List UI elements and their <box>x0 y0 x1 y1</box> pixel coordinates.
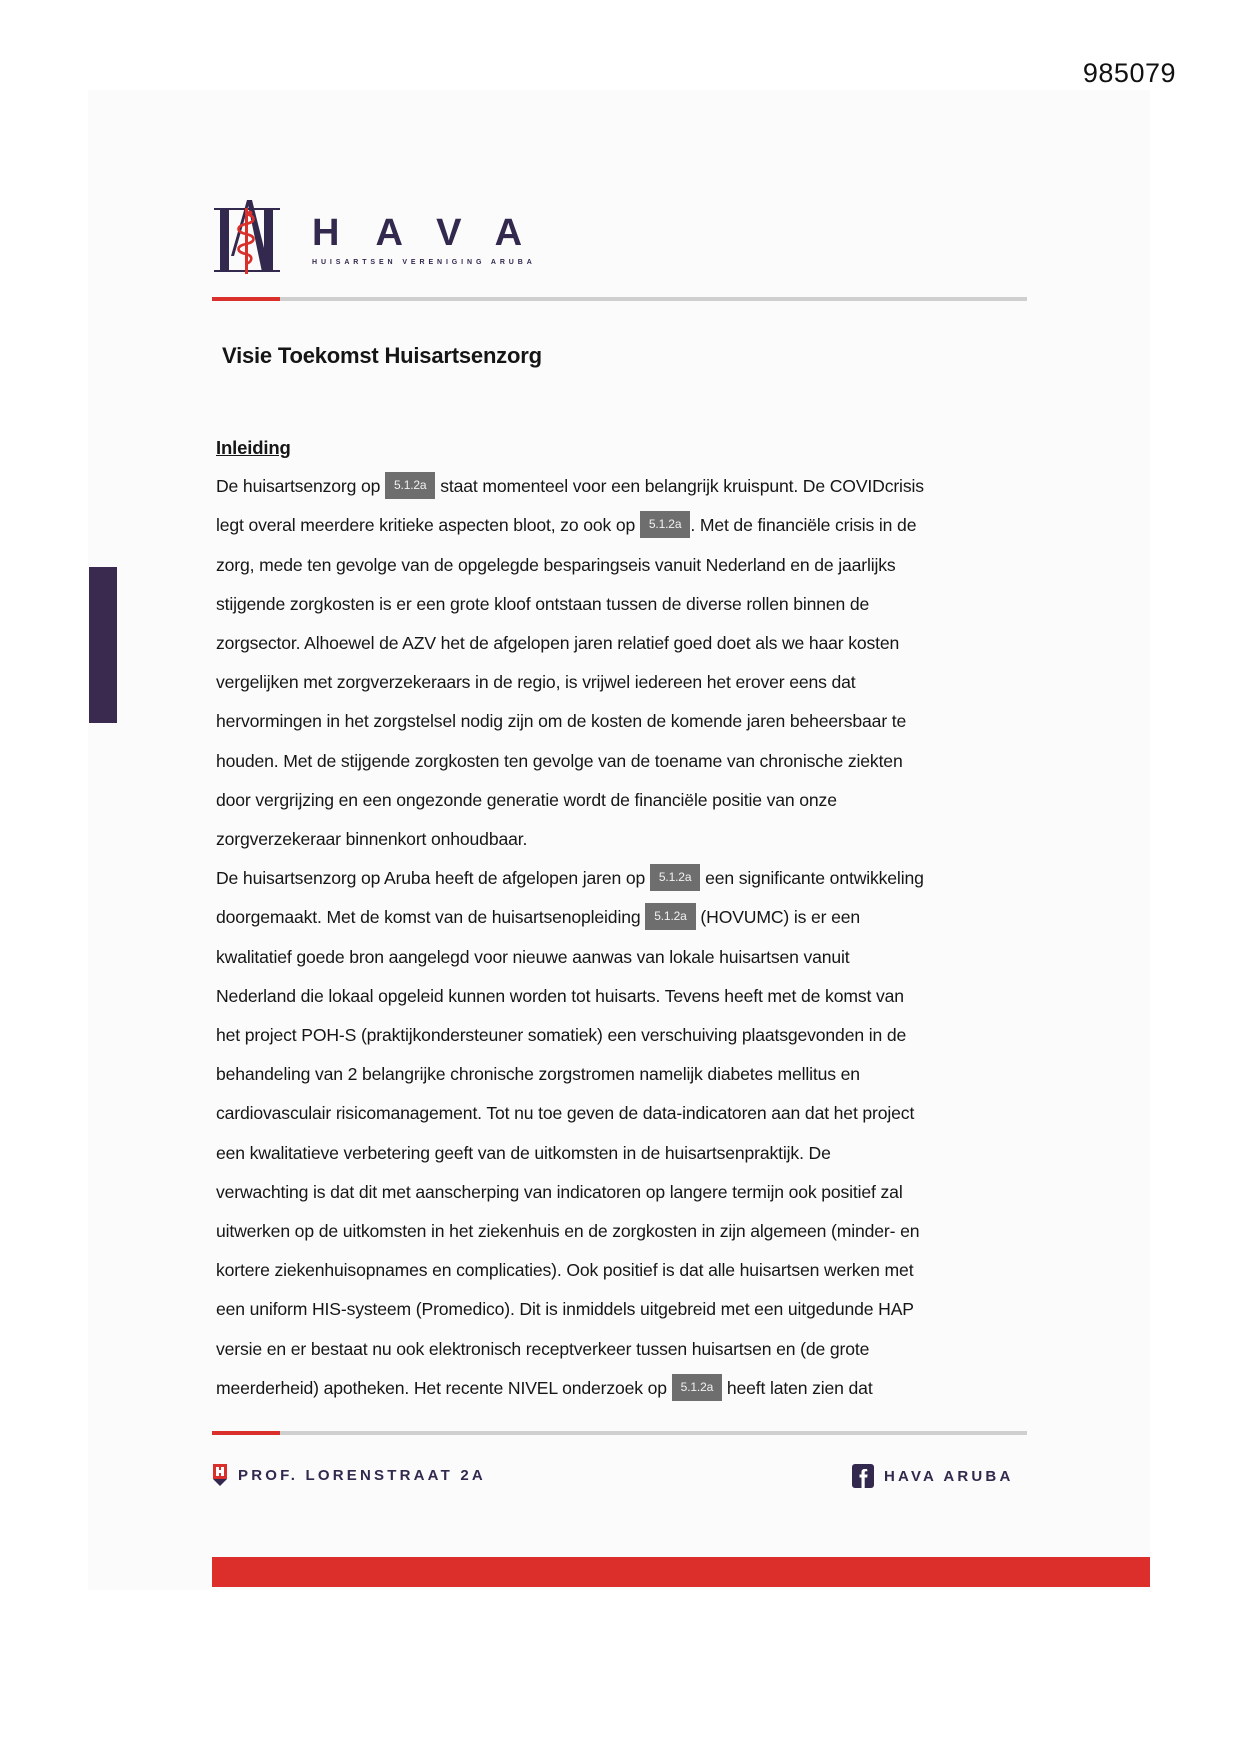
footer-divider <box>212 1431 1027 1435</box>
text-segment: een significante ontwikkeling <box>700 868 924 889</box>
text-segment: heeft laten zien dat <box>722 1377 873 1398</box>
text-segment: staat momenteel voor een belangrijk kruispunt. De COVIDcrisis <box>435 476 924 497</box>
text-line <box>216 1290 1028 1329</box>
text-segment: cardiovasculair risicomanagement. Tot nu toe geven de data-indicatoren aan dat het project <box>216 1103 915 1124</box>
text-line <box>216 1330 1028 1369</box>
text-segment: De huisartsenzorg op <box>216 476 385 497</box>
text-line <box>216 546 1028 585</box>
text-segment: meerderheid) apotheken. Het recente NIVEL onderzoek op <box>216 1377 672 1398</box>
text-segment: behandeling van 2 belangrijke chronische zorgstromen namelijk diabetes mellitus en <box>216 1064 860 1085</box>
document-id: 985079 <box>1082 58 1176 88</box>
redaction-box: 5.1.2a <box>645 903 695 930</box>
logo-subtitle: HUISARTSEN VERENIGING ARUBA <box>312 259 536 266</box>
text-line <box>216 663 1028 702</box>
text-line <box>216 1212 1028 1251</box>
paragraph-lines <box>216 467 1028 1408</box>
caduceus-monogram-icon <box>212 200 282 278</box>
text-segment: een uniform HIS-systeem (Promedico). Dit is inmiddels uitgebreid met een uitgedunde HAP <box>216 1299 914 1320</box>
text-segment: (HOVUMC) is er een <box>695 907 861 928</box>
text-line <box>216 742 1028 781</box>
text-line <box>216 1055 1028 1094</box>
text-segment: zorgsector. Alhoewel de AZV het de afgelopen jaren relatief goed doet als we haar kosten <box>216 633 900 654</box>
text-line <box>216 1369 1028 1408</box>
footer-social[interactable] <box>852 1464 1014 1488</box>
text-segment: versie en er bestaat nu ook elektronisch receptverkeer tussen huisartsen en (de grote <box>216 1338 870 1359</box>
body-text <box>216 428 1028 1408</box>
location-pin-icon <box>212 1464 228 1486</box>
redaction-box: 5.1.2a <box>650 864 700 891</box>
hava-logo <box>212 200 558 280</box>
text-segment: legt overal meerdere kritieke aspecten bloot, zo ook op <box>216 515 640 536</box>
redaction-box: 5.1.2a <box>385 472 435 499</box>
text-segment: stijgende zorgkosten is er een grote kloof ontstaan tussen de diverse rollen binnen de <box>216 593 870 614</box>
text-segment: uitwerken op de uitkomsten in het ziekenhuis en de zorgkosten in zijn algemeen (minder- en <box>216 1221 920 1242</box>
text-segment: kortere ziekenhuisopnames en complicaties). Ook positief is dat alle huisartsen werken met <box>216 1260 914 1281</box>
text-segment: Nederland die lokaal opgeleid kunnen worden tot huisarts. Tevens heeft met de komst van <box>216 985 904 1006</box>
text-segment: doorgemaakt. Met de komst van de huisartsenopleiding <box>216 907 646 928</box>
text-line <box>216 977 1028 1016</box>
text-segment: kwalitatief goede bron aangelegd voor nieuwe aanwas van lokale huisartsen vanuit <box>216 946 850 967</box>
redaction-box: 5.1.2a <box>672 1374 722 1401</box>
logo-name: HAVA <box>312 212 559 254</box>
text-segment: verwachting is dat dit met aanscherping van indicatoren op langere termijn ook positief zal <box>216 1181 903 1202</box>
text-segment: zorg, mede ten gevolge van de opgelegde besparingseis vanuit Nederland en de jaarlijks <box>216 554 896 575</box>
text-segment: vergelijken met zorgverzekeraars in de regio, is vrijwel iedereen het erover eens dat <box>216 672 856 693</box>
text-segment: hervormingen in het zorgstelsel nodig zijn om de kosten de komende jaren beheersbaar te <box>216 711 907 732</box>
text-line <box>216 1134 1028 1173</box>
text-segment: . Met de financiële crisis in de <box>690 515 917 536</box>
page-title: Visie Toekomst Huisartsenzorg <box>222 343 542 368</box>
text-line <box>216 702 1028 741</box>
text-line <box>216 820 1028 859</box>
text-line <box>216 467 1028 506</box>
redaction-box: 5.1.2a <box>640 511 690 538</box>
footer-address <box>212 1464 486 1486</box>
text-segment: De huisartsenzorg op Aruba heeft de afgelopen jaren op <box>216 868 650 889</box>
text-segment: zorgverzekeraar binnenkort onhoudbaar. <box>216 829 528 850</box>
address-text: PROF. LORENSTRAAT 2A <box>238 1466 486 1484</box>
text-segment: door vergrijzing en een ongezonde generatie wordt de financiële positie van onze <box>216 789 837 810</box>
section-heading: Inleiding <box>216 437 291 458</box>
text-segment: het project POH-S (praktijkondersteuner somatiek) een verschuiving plaatsgevonden in de <box>216 1025 907 1046</box>
social-text: HAVA ARUBA <box>884 1467 1014 1485</box>
text-line <box>216 624 1028 663</box>
text-line <box>216 859 1028 898</box>
header-divider <box>212 297 1027 301</box>
text-line <box>216 506 1028 545</box>
text-line <box>216 1094 1028 1133</box>
text-line <box>216 1173 1028 1212</box>
text-line <box>216 898 1028 937</box>
text-segment: een kwalitatieve verbetering geeft van de uitkomsten in de huisartsenpraktijk. De <box>216 1142 831 1163</box>
text-line <box>216 1251 1028 1290</box>
facebook-icon <box>852 1464 874 1488</box>
side-accent-bar <box>89 567 117 723</box>
text-line <box>216 585 1028 624</box>
text-line <box>216 938 1028 977</box>
text-line <box>216 1016 1028 1055</box>
footer-red-band <box>212 1557 1150 1587</box>
text-line <box>216 781 1028 820</box>
text-segment: houden. Met de stijgende zorgkosten ten gevolge van de toename van chronische ziekten <box>216 750 903 771</box>
